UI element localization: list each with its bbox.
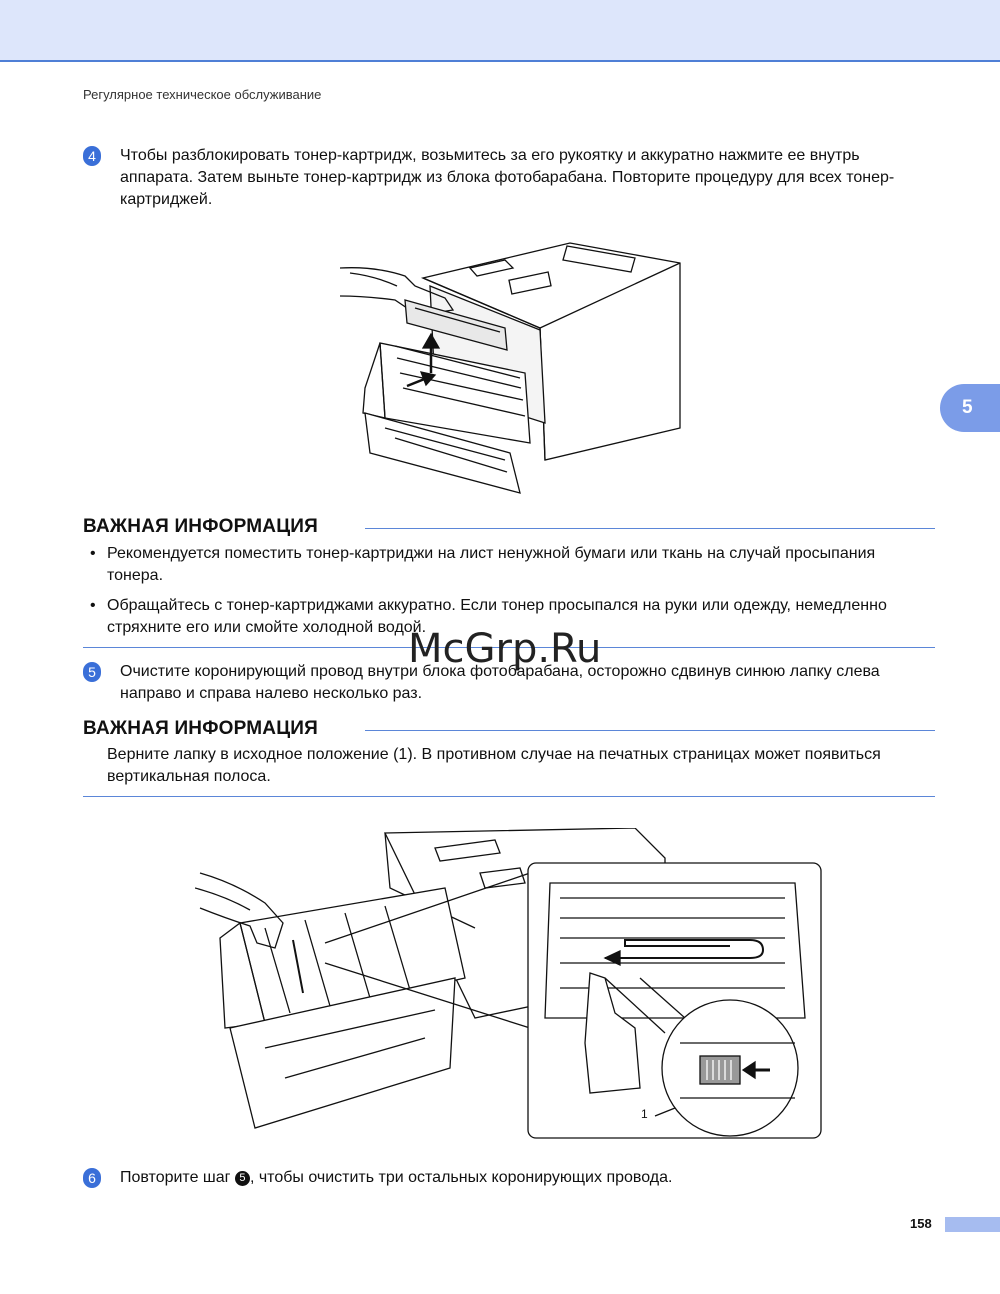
important-rule	[365, 528, 935, 529]
running-header: Регулярное техническое обслуживание	[83, 87, 322, 102]
top-band	[0, 0, 1000, 62]
step-text: Очистите коронирующий провод внутри блока фотобарабана, осторожно сдвинув синюю лапку слева направо и справа налево несколько раз.	[120, 663, 880, 702]
step-number: 4	[83, 146, 101, 166]
page-number-bar	[945, 1217, 1000, 1232]
step-6	[83, 1167, 923, 1189]
step-5	[83, 661, 923, 705]
important-title: ВАЖНАЯ ИНФОРМАЦИЯ	[83, 516, 318, 537]
important-rule	[365, 730, 935, 731]
step-number: 6	[83, 1168, 101, 1188]
watermark: McGrp.Ru	[408, 626, 602, 672]
chapter-tab: 5	[940, 384, 1000, 432]
important-end-rule	[83, 796, 935, 797]
step-text: Чтобы разблокировать тонер-картридж, возьмитесь за его рукоятку и аккуратно нажмите ее внутрь аппарата. Затем выньте тонер-картридж из блока фотобарабана. Повторите процедуру для всех тонер-картриджей.	[120, 147, 895, 208]
toner-removal-illustration	[335, 238, 685, 496]
bullet-item: • Обращайтесь с тонер-картриджами аккуратно. Если тонер просыпался на руки или одежду, немедленно стряхните его или смойте холодной водой.	[90, 595, 920, 639]
bullet-item: • Рекомендуется поместить тонер-картриджи на лист ненужной бумаги или ткань на случай просыпания тонера.	[90, 543, 920, 587]
step-number: 5	[83, 662, 101, 682]
step-reference-icon: 5	[235, 1171, 250, 1186]
step-text-after: , чтобы очистить три остальных коронирующих провода.	[249, 1169, 673, 1186]
step-text	[120, 1167, 672, 1189]
important-title: ВАЖНАЯ ИНФОРМАЦИЯ	[83, 718, 318, 739]
step-4	[83, 145, 923, 211]
step-text-before: Повторите шаг	[120, 1169, 235, 1186]
corona-wire-illustration	[195, 828, 825, 1140]
callout-label: 1	[641, 1107, 648, 1121]
important-text: Верните лапку в исходное положение (1). В противном случае на печатных страницах может появиться вертикальная полоса.	[107, 746, 881, 785]
page-number: 158	[910, 1216, 932, 1231]
